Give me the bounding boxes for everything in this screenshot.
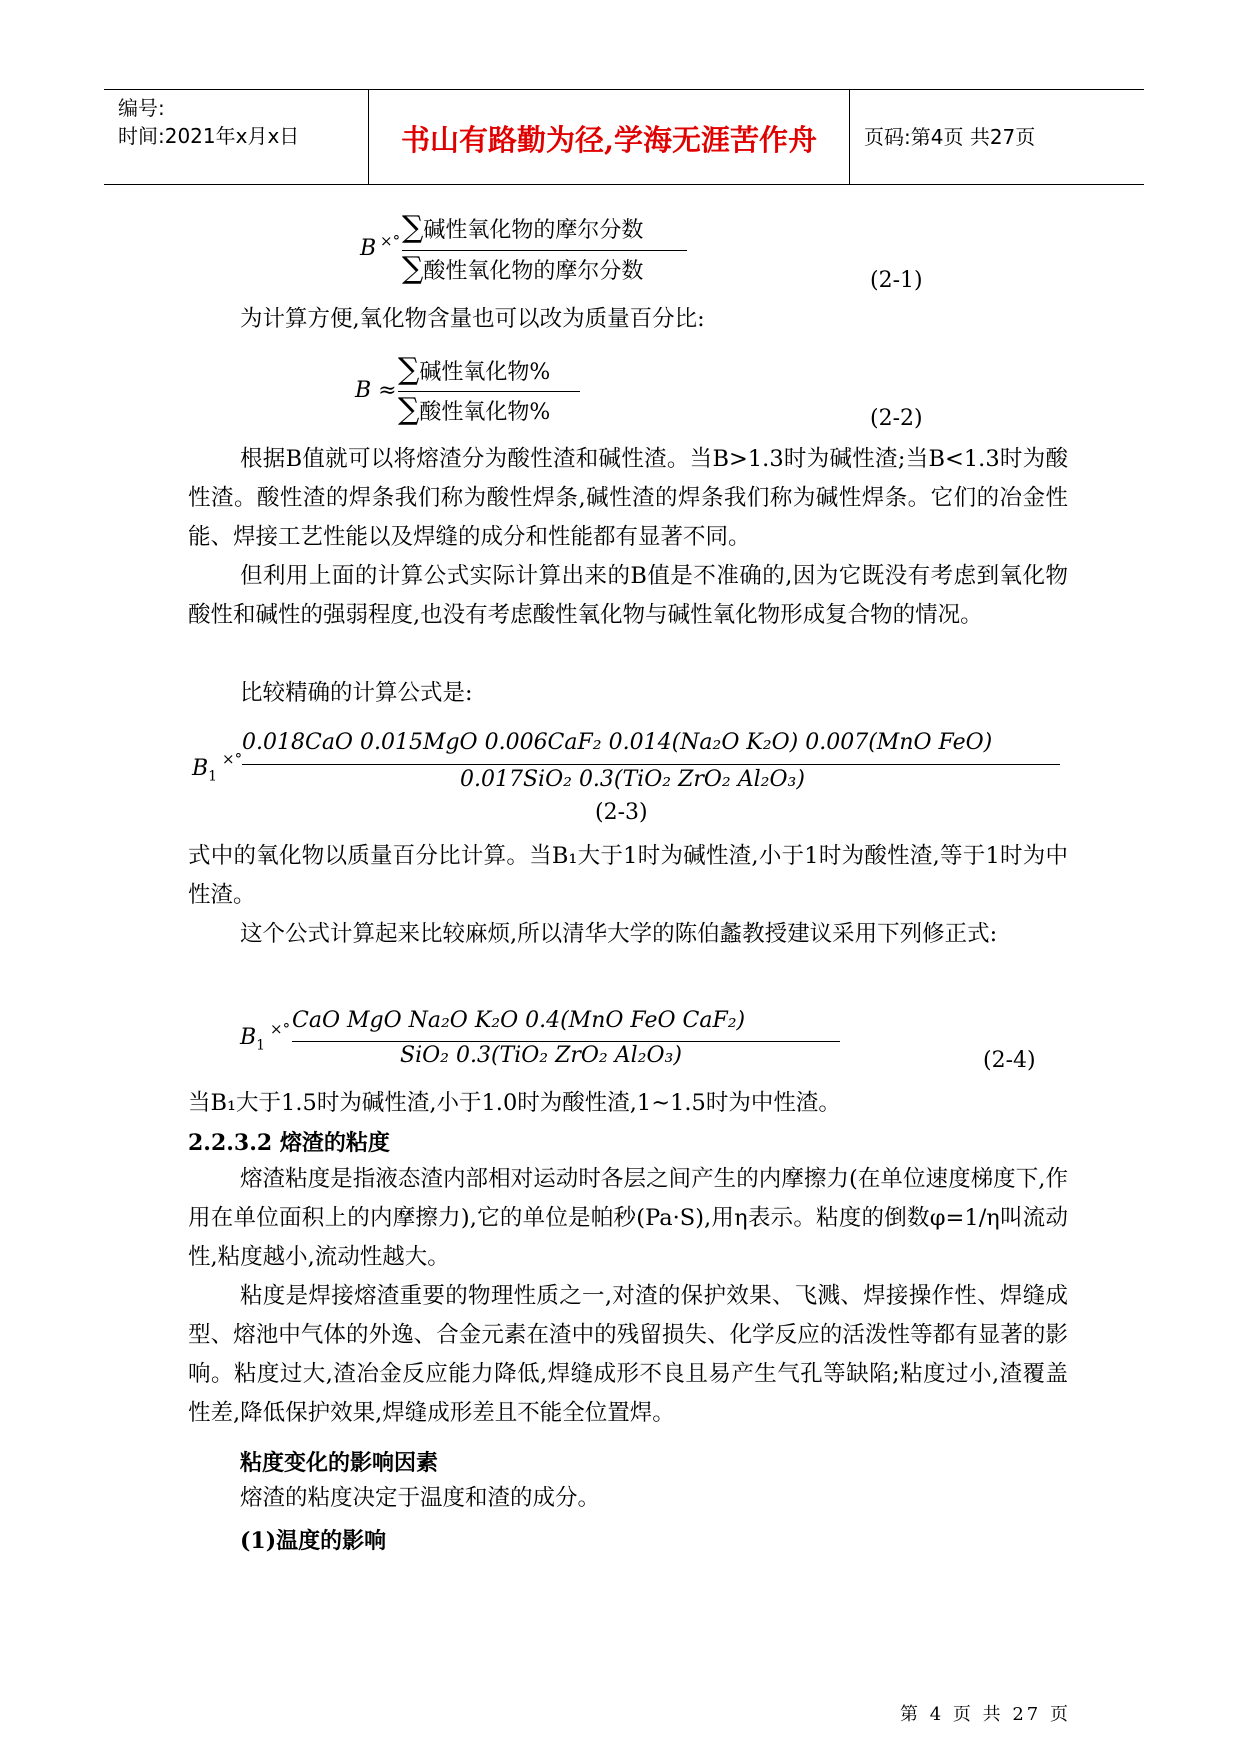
header-page-label: 页码:第4页 共27页 xyxy=(864,125,1036,149)
eq3-lhs: $B_1$ xyxy=(192,756,218,785)
heading-temperature: (1)温度的影响 xyxy=(240,1528,387,1554)
paragraph-factors: 熔渣的粘度决定于温度和渣的成分。 xyxy=(240,1485,601,1511)
eq1-lhs: B xyxy=(360,236,377,261)
paragraph-b1-modified: 当B₁大于1.5时为碱性渣,小于1.0时为酸性渣,1~1.5时为中性渣。 xyxy=(188,1090,841,1116)
paragraph-precise-formula: 比较精确的计算公式是: xyxy=(240,680,473,706)
paragraph-inaccuracy: 但利用上面的计算公式实际计算出来的B值是不准确的,因为它既没有考虑到氧化物酸性和碱性的强弱程度,也没有考虑酸性氧化物与碱性氧化物形成复合物的情况。 xyxy=(188,563,1068,628)
eq4-fraction-bar xyxy=(292,1041,840,1042)
eq1-sum-top: ∑ xyxy=(402,210,424,245)
page-header xyxy=(104,89,1144,185)
header-motto-cell xyxy=(368,90,850,184)
eq4-lhs: $B_1$ xyxy=(240,1025,266,1054)
eq2-number: (2-2) xyxy=(870,406,923,431)
paragraph-viscosity-importance: 粘度是焊接熔渣重要的物理性质之一,对渣的保护效果、飞溅、焊接操作性、焊缝成型、熔池中气体的外逸、合金元素在渣中的残留损失、化学反应的活泼性等都有显著的影响。粘度过大,渣冶金反应能力降低,焊缝成形不良且易产生气孔等缺陷;粘度过小,渣覆盖性差,降低保护效果,焊缝成形差且不能全位置焊。 xyxy=(188,1283,1068,1426)
eq1-symbol: ×° xyxy=(380,232,401,250)
eq1-numerator: 碱性氧化物的摩尔分数 xyxy=(423,218,644,243)
eq4-number: (2-4) xyxy=(983,1048,1036,1073)
paragraph-b-value: 根据B值就可以将熔渣分为酸性渣和碱性渣。当B>1.3时为碱性渣;当B<1.3时为酸性渣。酸性渣的焊条我们称为酸性焊条,碱性渣的焊条我们称为碱性焊条。它们的冶金性能、焊接工艺性能以及焊缝的成分和性能都有显著不同。 xyxy=(188,446,1068,550)
paragraph-viscosity-definition: 熔渣粘度是指液态渣内部相对运动时各层之间产生的内摩擦力(在单位速度梯度下,作用在单位面积上的内摩擦力),它的单位是帕秒(Pa·S),用η表示。粘度的倒数φ=1/η叫流动性,粘度越小,流动性越大。 xyxy=(188,1166,1068,1270)
eq3-numerator: 0.018CaO 0.015MgO 0.006CaF₂ 0.014(Na₂O K₂O) 0.007(MnO FeO) xyxy=(242,730,993,755)
eq4-denominator: SiO₂ 0.3(TiO₂ ZrO₂ Al₂O₃) xyxy=(400,1043,682,1068)
eq1-number: (2-1) xyxy=(870,268,923,293)
document-number-label: 编号: xyxy=(118,96,165,120)
eq2-sum-top: ∑ xyxy=(398,352,420,387)
eq3-denominator: 0.017SiO₂ 0.3(TiO₂ ZrO₂ Al₂O₃) xyxy=(460,767,805,792)
eq1-denominator: 酸性氧化物的摩尔分数 xyxy=(423,259,644,284)
eq2-numerator: 碱性氧化物% xyxy=(419,360,551,385)
eq3-fraction-bar xyxy=(242,764,1060,765)
eq4-symbol: ×° xyxy=(270,1020,291,1038)
header-left xyxy=(118,94,299,150)
paragraph-calc-note: 为计算方便,氧化物含量也可以改为质量百分比: xyxy=(240,306,705,332)
eq2-denominator: 酸性氧化物% xyxy=(419,400,551,425)
page-footer: 第 4 页 共 27 页 xyxy=(900,1704,1071,1725)
eq2-lhs: B ≈ xyxy=(355,378,397,403)
eq4-numerator: CaO MgO Na₂O K₂O 0.4(MnO FeO CaF₂) xyxy=(292,1008,746,1033)
eq1-sum-bottom: ∑ xyxy=(402,251,424,286)
heading-viscosity: 2.2.3.2 熔渣的粘度 xyxy=(188,1130,390,1156)
eq3-number: (2-3) xyxy=(595,800,648,825)
paragraph-tsinghua-correction: 这个公式计算起来比较麻烦,所以清华大学的陈伯蠡教授建议采用下列修正式: xyxy=(240,921,998,947)
eq3-symbol: ×° xyxy=(222,750,243,768)
paragraph-b1-classification: 式中的氧化物以质量百分比计算。当B₁大于1时为碱性渣,小于1时为酸性渣,等于1时为中性渣。 xyxy=(188,843,1068,908)
eq2-sum-bottom: ∑ xyxy=(398,392,420,427)
heading-factors: 粘度变化的影响因素 xyxy=(240,1450,439,1476)
header-motto: 书山有路勤为径,学海无涯苦作舟 xyxy=(400,123,818,157)
document-time-label: 时间:2021年x月x日 xyxy=(118,124,300,148)
